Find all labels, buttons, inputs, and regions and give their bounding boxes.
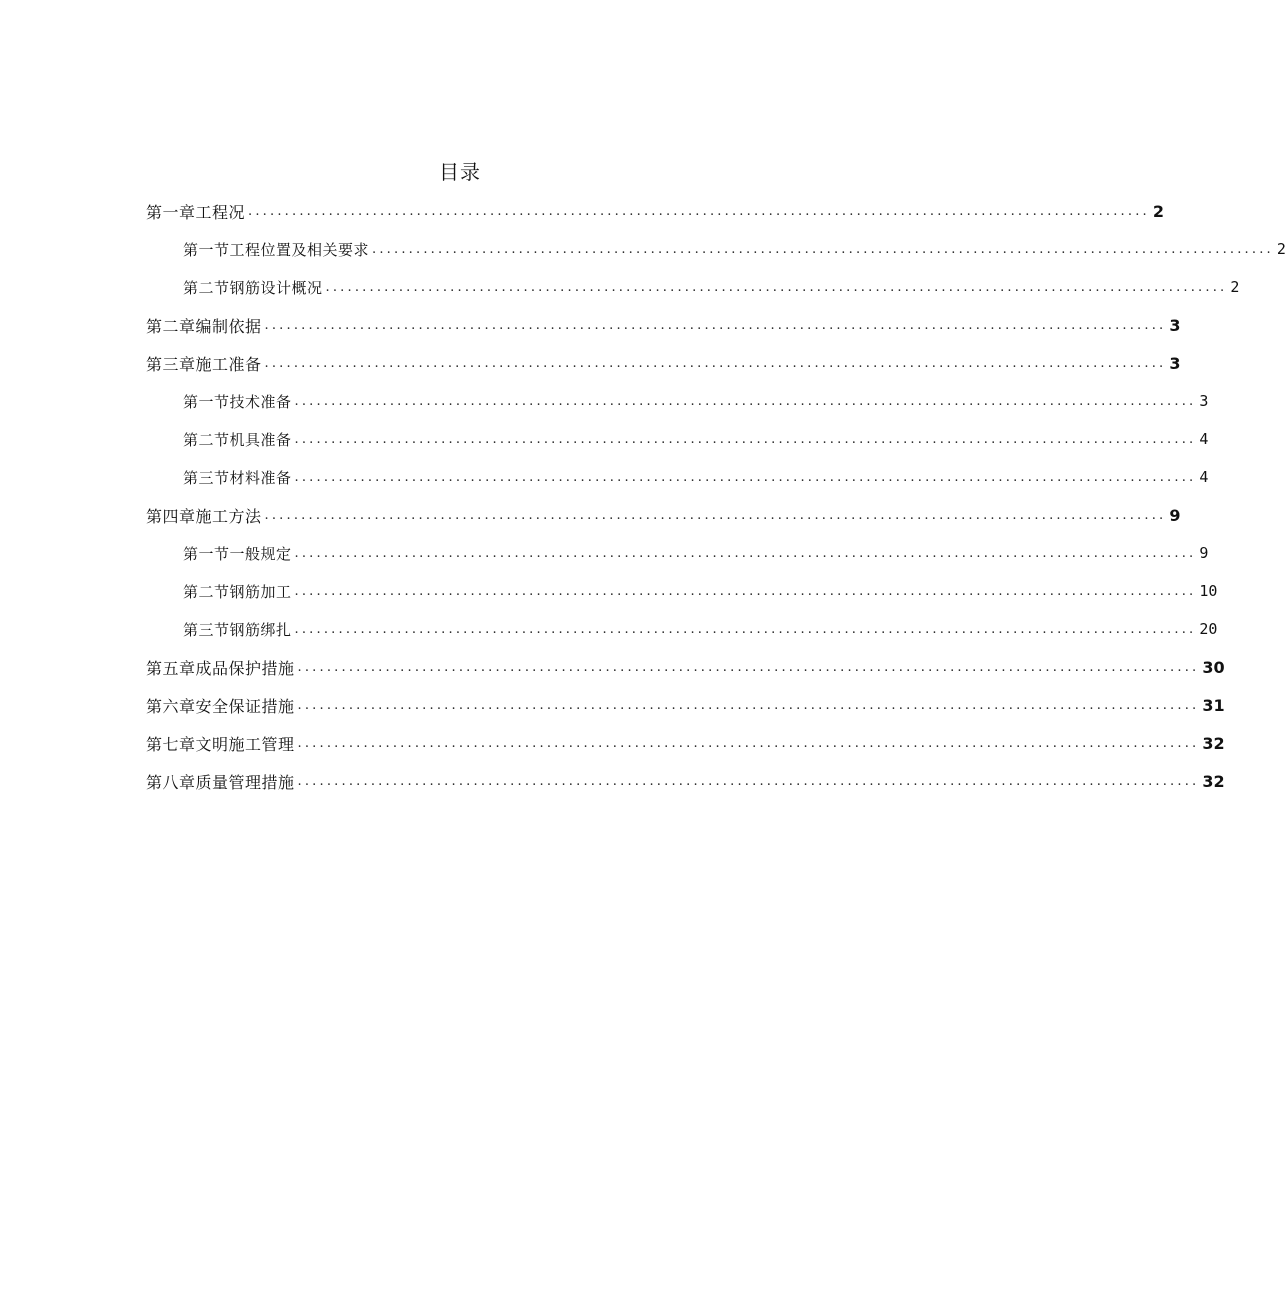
- toc-entry[interactable]: [183, 420, 1209, 458]
- toc-page-number: 2: [1152, 201, 1165, 221]
- toc-page-number: 31: [1202, 695, 1225, 715]
- toc-entry-title: 第一节技术准备: [183, 392, 292, 411]
- toc-page-number: 10: [1199, 582, 1218, 600]
- toc-entry[interactable]: [183, 534, 1209, 572]
- toc-entry-title: 第五章成品保护措施: [146, 658, 295, 678]
- toc-entry[interactable]: [183, 230, 1286, 268]
- toc-dot-leader: ...........................................................................................................................: [325, 279, 1228, 295]
- toc-dot-leader: ...........................................................................................................................: [294, 431, 1197, 447]
- toc-entry-title: 第一节一般规定: [183, 544, 292, 563]
- toc-page-number: 30: [1202, 657, 1225, 677]
- toc-entry[interactable]: [146, 306, 1181, 344]
- toc-entry[interactable]: [146, 762, 1225, 800]
- toc-page-number: 4: [1199, 430, 1209, 448]
- toc-page-number: 32: [1202, 771, 1225, 791]
- toc-dot-leader: ...........................................................................................................................: [264, 317, 1167, 333]
- toc-entry-title: 第八章质量管理措施: [146, 772, 295, 792]
- toc-dot-leader: ...........................................................................................................................: [294, 545, 1197, 561]
- toc-dot-leader: ...........................................................................................................................: [372, 241, 1274, 257]
- toc-entry[interactable]: [146, 496, 1181, 534]
- toc-title: 目录: [439, 160, 481, 184]
- toc-entry-title: 第三节材料准备: [183, 468, 292, 487]
- toc-dot-leader: ...........................................................................................................................: [297, 735, 1200, 751]
- toc-entry-title: 第七章文明施工管理: [146, 734, 295, 754]
- toc-page-number: 20: [1199, 620, 1218, 638]
- toc-page-number: 4: [1199, 468, 1209, 486]
- toc-entry-title: 第一章工程况: [146, 202, 246, 222]
- toc-page-number: 2: [1276, 240, 1286, 258]
- toc-entry[interactable]: [183, 572, 1218, 610]
- toc-entry-title: 第二章编制依据: [146, 316, 262, 336]
- toc-entry-title: 第二节钢筋加工: [183, 582, 292, 601]
- toc-entry[interactable]: [183, 458, 1209, 496]
- toc-entry[interactable]: [146, 344, 1181, 382]
- toc-dot-leader: ...........................................................................................................................: [264, 355, 1167, 371]
- toc-entry-title: 第二节机具准备: [183, 430, 292, 449]
- toc-dot-leader: ...........................................................................................................................: [297, 773, 1200, 789]
- toc-page-number: 3: [1199, 392, 1209, 410]
- toc-entry-title: 第二节钢筋设计概况: [183, 278, 323, 297]
- toc-entry-title: 第三节钢筋绑扎: [183, 620, 292, 639]
- toc-dot-leader: ...........................................................................................................................: [297, 659, 1200, 675]
- toc-page-number: 9: [1169, 505, 1181, 525]
- toc-entry[interactable]: [146, 686, 1225, 724]
- toc-page-number: 3: [1169, 353, 1181, 373]
- toc-dot-leader: ...........................................................................................................................: [294, 621, 1197, 637]
- toc-dot-leader: ...........................................................................................................................: [264, 507, 1167, 523]
- toc-page-number: 2: [1230, 278, 1240, 296]
- toc-entry[interactable]: [183, 610, 1218, 648]
- toc-page-number: 9: [1199, 544, 1209, 562]
- toc-dot-leader: ...........................................................................................................................: [297, 697, 1200, 713]
- toc-entry-title: 第一节工程位置及相关要求: [183, 240, 370, 259]
- toc-entry[interactable]: [183, 382, 1209, 420]
- toc-page-number: 32: [1202, 733, 1225, 753]
- toc-entry-title: 第三章施工准备: [146, 354, 262, 374]
- toc-dot-leader: ...........................................................................................................................: [294, 393, 1197, 409]
- toc-entry[interactable]: [146, 724, 1225, 762]
- toc-entry[interactable]: [146, 648, 1225, 686]
- toc-page-number: 3: [1169, 315, 1181, 335]
- toc-dot-leader: ...........................................................................................................................: [248, 203, 1150, 219]
- toc-dot-leader: ...........................................................................................................................: [294, 583, 1197, 599]
- toc-entry[interactable]: [146, 192, 1165, 230]
- toc-entry-title: 第四章施工方法: [146, 506, 262, 526]
- toc-entry[interactable]: [183, 268, 1240, 306]
- toc-dot-leader: ...........................................................................................................................: [294, 469, 1197, 485]
- toc-entry-title: 第六章安全保证措施: [146, 696, 295, 716]
